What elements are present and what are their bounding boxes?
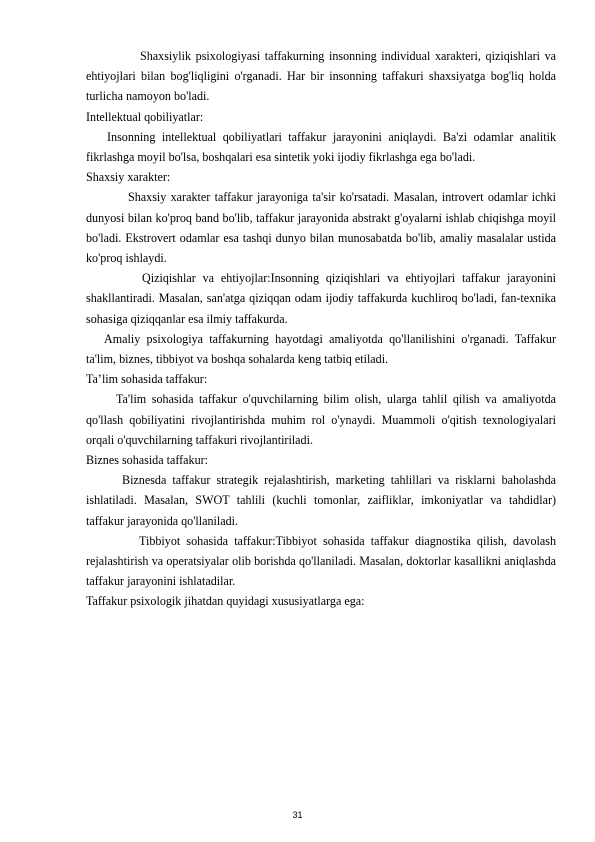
heading-education: Ta’lim sohasida taffakur: — [86, 372, 208, 387]
paragraph-interests-needs: Qiziqishlar va ehtiyojlar:Insonning qiziqishlari va ehtiyojlari taffakur jarayonini shakllantiradi. Masalan, san'atga qiziqqan odam ijodiy taffakurda kuchliroq bo'ladi, fan-texnika sohasiga qiziqqanlar esa ilmiy taffakurda. — [86, 271, 556, 326]
closing-line: Taffakur psixologik jihatdan quyidagi xususiyatlarga ega: — [86, 594, 365, 609]
paragraph-intellectual-abilities: Insonning intellektual qobiliyatlari taffakur jarayonini aniqlaydi. Ba'zi odamlar analitik fikrlashga moyil bo'lsa, boshqalari esa sintetik yoki ijodiy fikrlashga ega bo'ladi. — [86, 129, 556, 165]
document-body — [86, 46, 556, 612]
paragraph-education: Ta'lim sohasida taffakur o'quvchilarning bilim olish, ularga tahlil qilish va amaliyotda qo'llash qobiliyatini rivojlantirishda muhim rol o'ynaydi. Muammoli o'qitish texnologiyalari orqali o'quvchilarning taffakuri rivojlantiriladi. — [86, 392, 556, 447]
paragraph-personal-character: Shaxsiy xarakter taffakur jarayoniga ta'sir ko'rsatadi. Masalan, introvert odamlar ichki dunyosi bilan ko'proq band bo'lib, taffakur jarayonida abstrakt g'oyalarni ishlab chiqishga moyil bo'ladi. Ekstrovert odamlar esa tashqi dunyo bilan munosabatda bo'lib, amaliy masalalar ustida ko'proq ishlaydi. — [86, 190, 556, 266]
heading-intellectual-abilities: Intellektual qobiliyatlar: — [86, 109, 204, 124]
heading-business: Biznes sohasida taffakur: — [86, 453, 209, 468]
page-number: 31 — [292, 810, 303, 820]
paragraph-applied-psychology: Amaliy psixologiya taffakurning hayotdagi amaliyotda qo'llanilishini o'rganadi. Taffakur ta'lim, biznes, tibbiyot va boshqa sohalarda keng tatbiq etiladi. — [86, 331, 556, 367]
paragraph-business: Biznesda taffakur strategik rejalashtirish, marketing tahlillari va risklarni baholashda ishlatiladi. Masalan, SWOT tahlili (kuchli tomonlar, zaifliklar, imkoniyatlar va tahdidlar) taffakur jarayonida qo'llaniladi. — [86, 473, 556, 528]
paragraph-medicine: Tibbiyot sohasida taffakur:Tibbiyot sohasida taffakur diagnostika qilish, davolash rejalashtirish va operatsiyalar olib borishda qo'llaniladi. Masalan, doktorlar kasallikni aniqlashda taffakur jarayonini ishlatadilar. — [86, 533, 556, 589]
paragraph-personality-psychology: Shaxsiylik psixologiyasi taffakurning insonning individual xarakteri, qiziqishlari va ehtiyojlari bilan bog'liqligini o'rganadi. Har bir insonning taffakuri shaxsiyatga bog'liq holda turlicha namoyon bo'ladi. — [86, 49, 556, 104]
heading-personal-character: Shaxsiy xarakter: — [86, 170, 171, 185]
